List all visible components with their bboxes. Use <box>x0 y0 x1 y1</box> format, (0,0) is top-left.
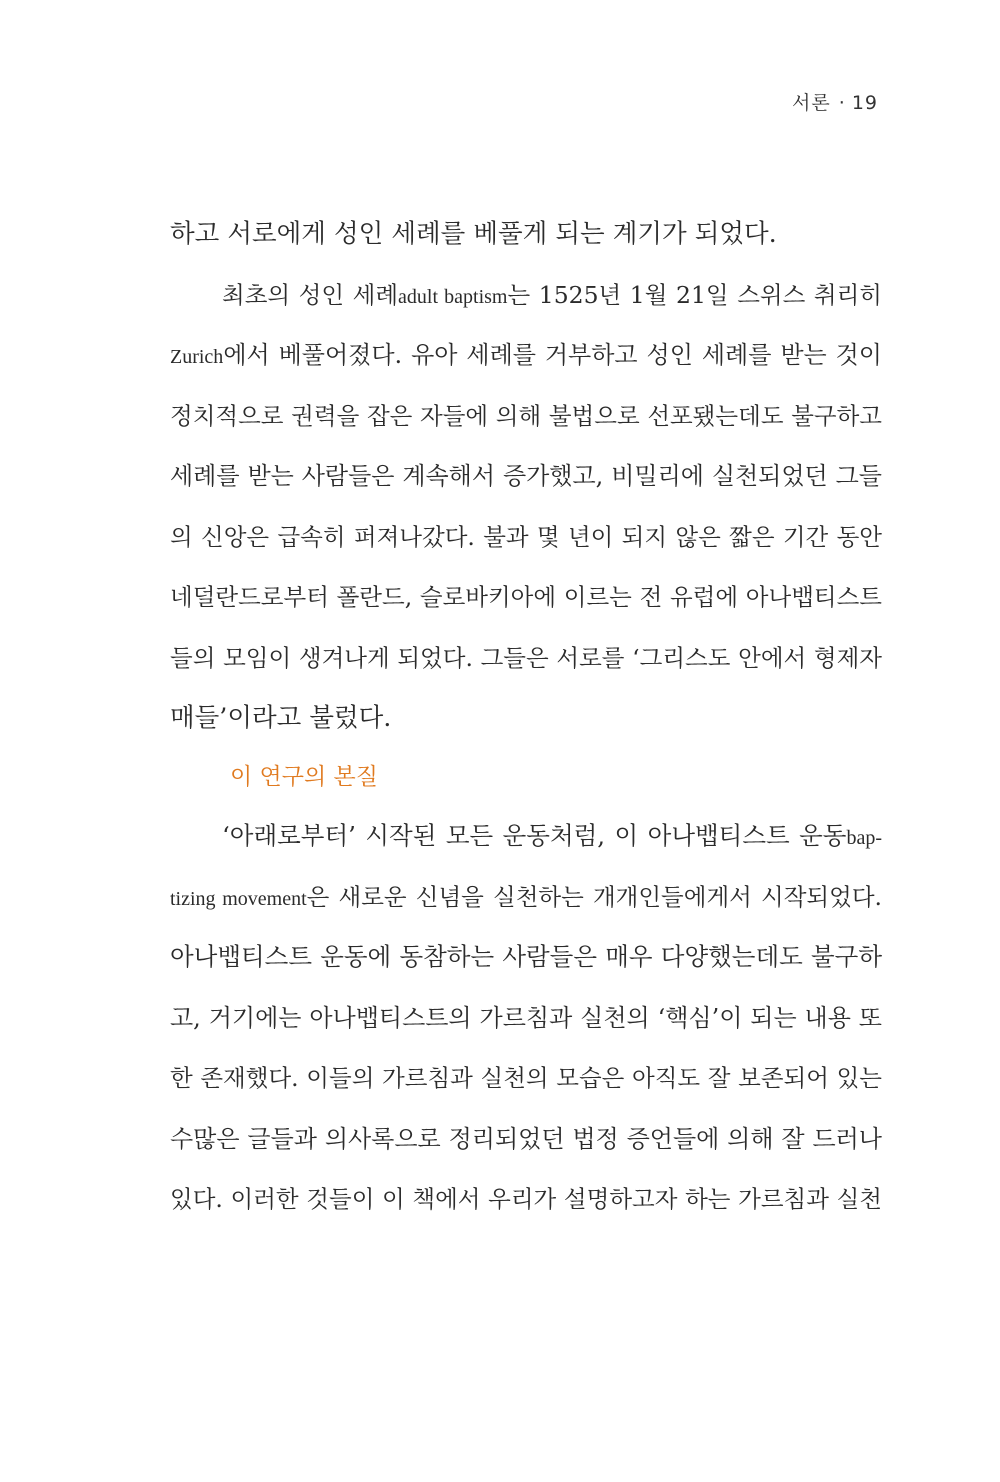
text-run: ‘아래로부터’ 시작된 모든 운동처럼, 이 아나뱁티스트 운동 <box>222 821 847 850</box>
text-run: 은 새로운 신념을 실천하는 개개인들에게서 시작되었다. <box>306 882 882 911</box>
body-line <box>170 806 882 867</box>
section-heading: 이 연구의 본질 <box>230 764 378 790</box>
paragraph-movement <box>170 806 882 1230</box>
body-line: 있다. 이러한 것들이 이 책에서 우리가 설명하고자 하는 가르침과 실천 <box>170 1185 882 1213</box>
running-header <box>792 88 878 115</box>
body-line: 한 존재했다. 이들의 가르침과 실천의 모습은 아직도 잘 보존되어 있는 <box>170 1064 882 1092</box>
english-term: bap- <box>846 827 882 849</box>
body-line: 정치적으로 권력을 잡은 자들에 의해 불법으로 선포됐는데도 불구하고 <box>170 401 882 430</box>
body-line: 세례를 받는 사람들은 계속해서 증가했고, 비밀리에 실천되었던 그들 <box>170 462 882 490</box>
english-term: adult baptism <box>398 285 508 308</box>
body-line: 아나뱁티스트 운동에 동참하는 사람들은 매우 다양했는데도 불구하 <box>170 942 882 971</box>
body-line: 매들’이라고 불렀다. <box>170 703 392 733</box>
header-separator: · <box>838 92 846 114</box>
body-line: 하고 서로에게 성인 세례를 베풀게 되는 계기가 되었다. <box>170 219 777 249</box>
text-run: 는 1525년 1월 21일 스위스 취리히 <box>507 280 882 309</box>
body-line <box>170 867 882 928</box>
english-term: Zurich <box>170 346 224 368</box>
chapter-title: 서론 <box>792 92 831 114</box>
body-line: 들의 모임이 생겨나게 되었다. 그들은 서로를 ‘그리스도 안에서 형제자 <box>170 643 882 672</box>
body-line: 수많은 글들과 의사록으로 정리되었던 법정 증언들에 의해 잘 드러나 <box>170 1124 882 1153</box>
body-line <box>170 325 882 386</box>
paragraph-first-baptism <box>170 265 882 749</box>
body-line: 의 신앙은 급속히 퍼져나갔다. 불과 몇 년이 되지 않은 짧은 기간 동안 <box>170 522 882 551</box>
text-run: 에서 베풀어졌다. 유아 세례를 거부하고 성인 세례를 받는 것이 <box>223 341 882 369</box>
text-run: 최초의 성인 세례 <box>222 280 399 309</box>
page-number: 19 <box>851 92 878 114</box>
body-line: 고, 거기에는 아나뱁티스트의 가르침과 실천의 ‘핵심’이 되는 내용 또 <box>170 1003 882 1032</box>
english-term: tizing movement <box>170 887 307 910</box>
body-line: 네덜란드로부터 폴란드, 슬로바키아에 이르는 전 유럽에 아나뱁티스트 <box>170 583 882 611</box>
body-line <box>170 265 882 326</box>
paragraph-continued <box>170 204 882 265</box>
